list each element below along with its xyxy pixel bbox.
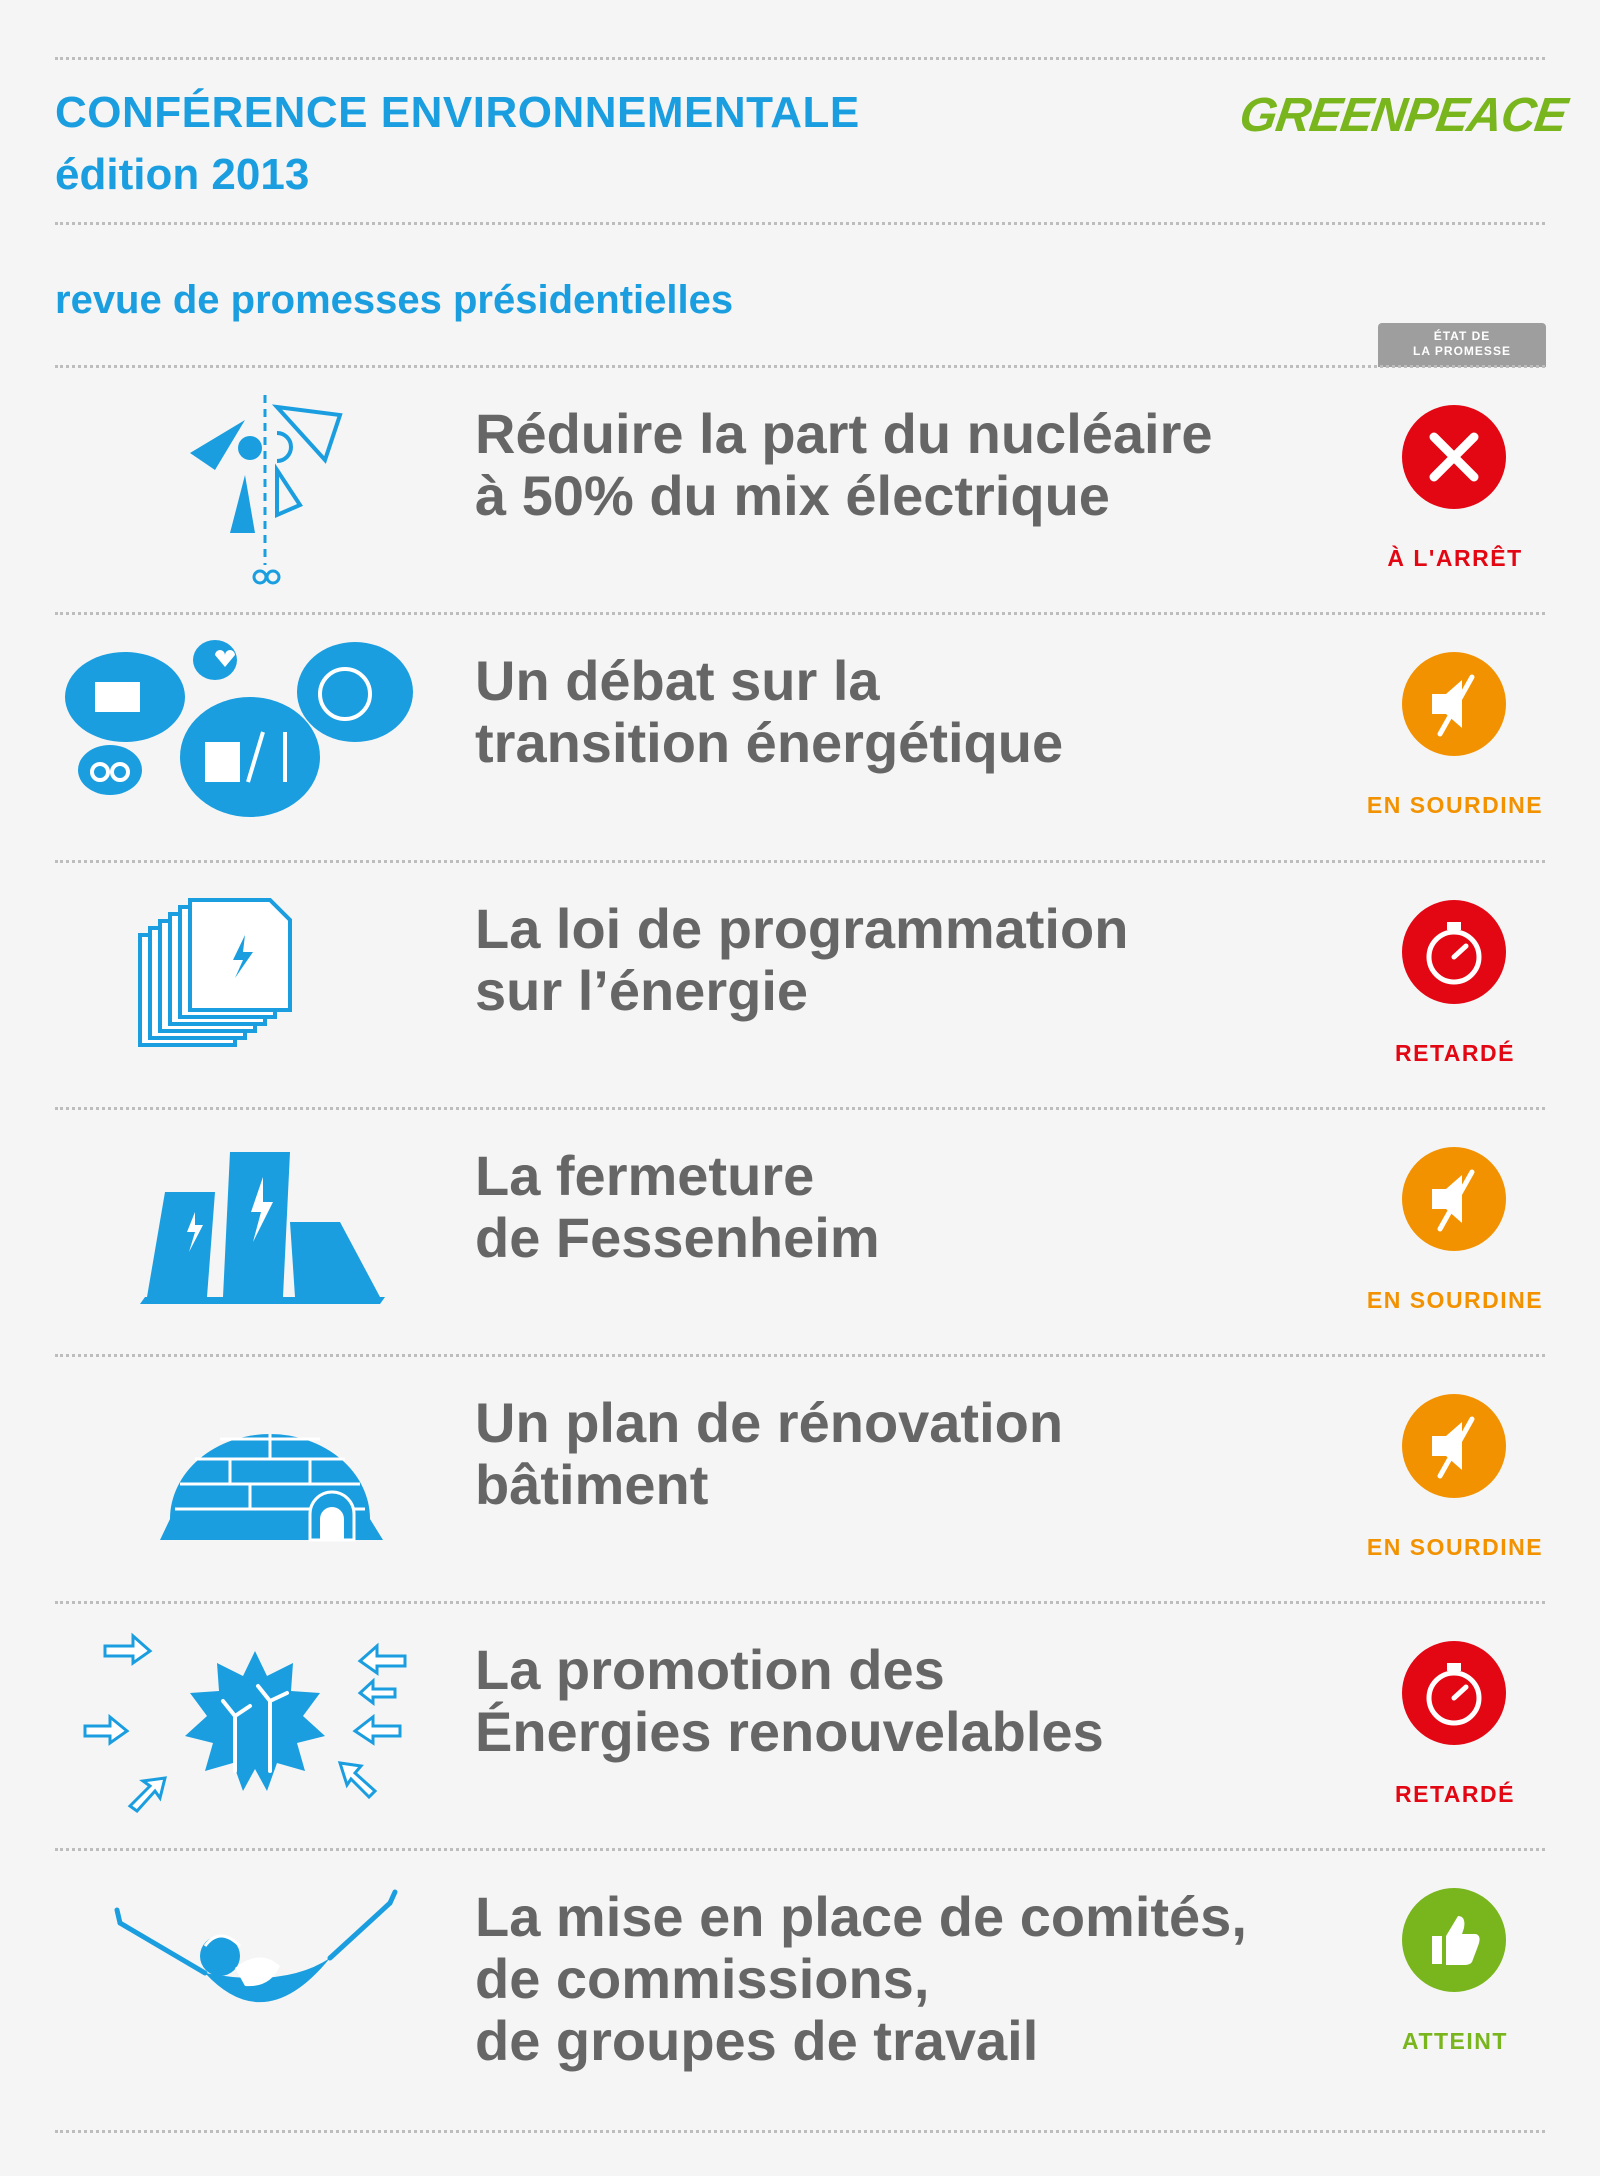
promise-status (1366, 612, 1544, 860)
promise-status (1366, 1354, 1544, 1602)
promise-text-line1: Réduire la part du nucléaire (475, 402, 1213, 465)
promise-text-line2: de commissions, (475, 1947, 930, 2010)
promise-text-line2: sur l’énergie (475, 959, 809, 1022)
promise-text-line1: La mise en place de comités, (475, 1885, 1247, 1948)
promise-text-line1: La fermeture (475, 1144, 815, 1207)
cooling-towers-icon (55, 1107, 455, 1355)
status-label: ATTEINT (1402, 2028, 1508, 2054)
promise-status (1375, 860, 1535, 1108)
greenpeace-logo: GREENPEACE (1236, 89, 1570, 142)
promise-text-line1: Un plan de rénovation (475, 1391, 1064, 1454)
promise-row (0, 1107, 1600, 1355)
promise-text (475, 1639, 1104, 1763)
promise-text-line2: de Fessenheim (475, 1206, 880, 1269)
promise-text (475, 1392, 1063, 1516)
status-column-label (1378, 323, 1546, 367)
divider-bottom (55, 2130, 1545, 2133)
promise-row (0, 1354, 1600, 1602)
divider-top (55, 57, 1545, 60)
thumbs-up-icon (1402, 1888, 1506, 1992)
status-column-label-line2: LA PROMESSE (1413, 344, 1511, 358)
promise-row (0, 860, 1600, 1108)
stopwatch-icon (1402, 1641, 1506, 1745)
promise-text-line2: Énergies renouvelables (475, 1700, 1104, 1763)
split-nuclear-icon (55, 365, 455, 613)
promise-text (475, 1145, 880, 1269)
promise-text-line2: transition énergétique (475, 711, 1064, 774)
page-edition: édition 2013 (55, 150, 310, 199)
igloo-icon (55, 1354, 455, 1602)
stopwatch-icon (1402, 900, 1506, 1004)
status-label: RETARDÉ (1395, 1781, 1515, 1807)
promise-row (0, 612, 1600, 860)
page-subtitle: revue de promesses présidentielles (55, 278, 734, 322)
status-label: À L'ARRÊT (1387, 545, 1523, 571)
muted-speaker-icon (1402, 652, 1506, 756)
promise-text-line2: bâtiment (475, 1453, 709, 1516)
status-column-label-line1: ÉTAT DE (1433, 329, 1491, 343)
promise-text-line1: La promotion des (475, 1638, 945, 1701)
document-stack-icon (55, 860, 455, 1108)
status-label: EN SOURDINE (1366, 1534, 1544, 1560)
promise-row (0, 365, 1600, 613)
muted-speaker-icon (1402, 1394, 1506, 1498)
muted-speaker-icon (1402, 1147, 1506, 1251)
promise-text-line1: La loi de programmation (475, 897, 1129, 960)
promise-status (1375, 1601, 1535, 1849)
promise-text (475, 403, 1213, 527)
promise-status (1366, 1107, 1544, 1355)
promise-text (475, 1886, 1247, 2072)
promise-text (475, 650, 1063, 774)
promise-row (0, 1848, 1600, 2128)
promise-text-line3: de groupes de travail (475, 2009, 1039, 2072)
promise-text (475, 898, 1128, 1022)
divider-header (55, 222, 1545, 225)
promise-row (0, 1601, 1600, 1849)
wind-turbines-burst-icon (55, 1601, 455, 1849)
status-label: EN SOURDINE (1366, 1287, 1544, 1313)
status-label: RETARDÉ (1395, 1040, 1515, 1066)
hammock-icon (55, 1848, 455, 2128)
promise-text-line1: Un débat sur la (475, 649, 880, 712)
page-title: CONFÉRENCE ENVIRONNEMENTALE (55, 88, 860, 137)
status-label: EN SOURDINE (1366, 792, 1544, 818)
speech-bubbles-icon (55, 612, 455, 860)
promise-text-line2: à 50% du mix électrique (475, 464, 1110, 527)
cross-icon (1402, 405, 1506, 509)
promise-status (1375, 1848, 1535, 2096)
promise-status (1375, 365, 1535, 613)
